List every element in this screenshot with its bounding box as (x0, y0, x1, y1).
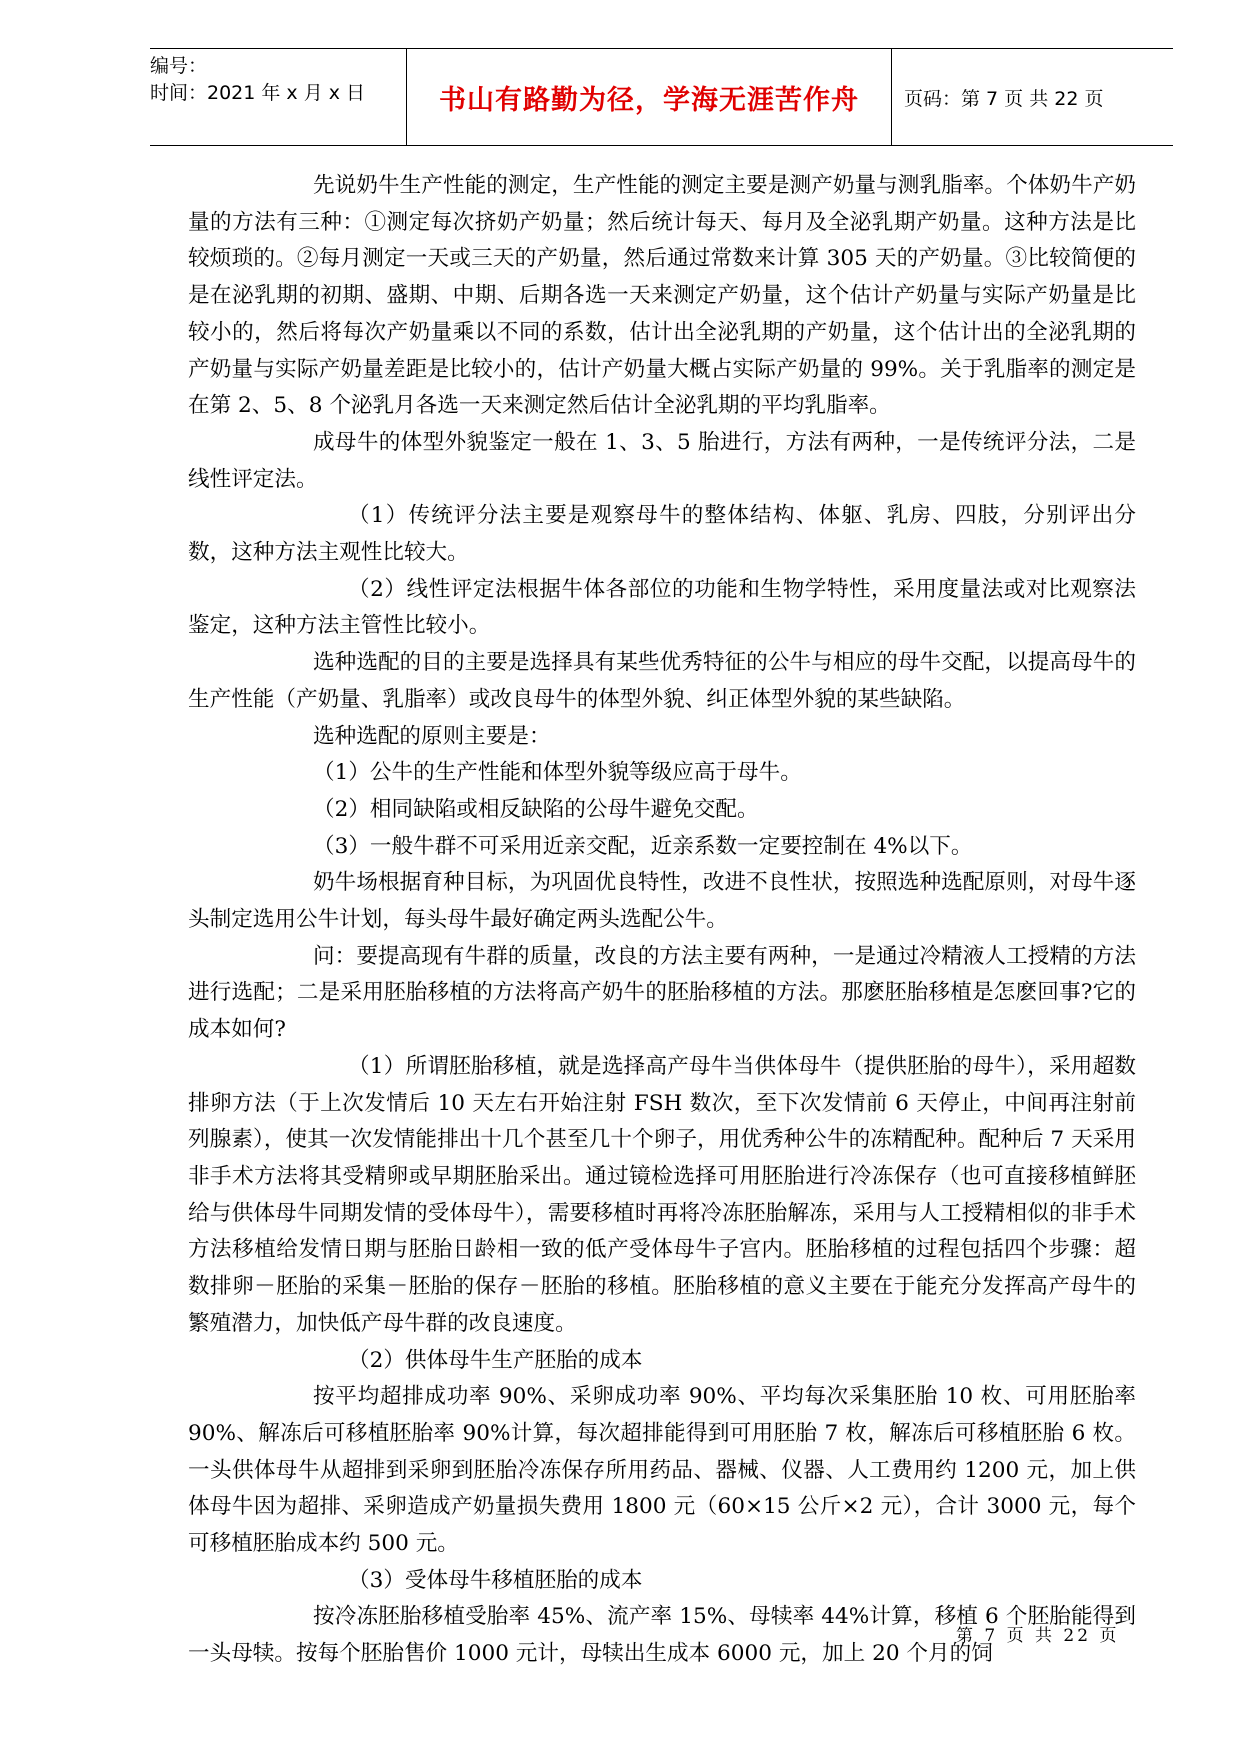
body-paragraph: （1）所谓胚胎移植，就是选择高产母牛当供体母牛（提供胚胎的母牛），采用超数排卵方法（于上次发情后 10 天左右开始注射 FSH 数次，至下次发情前 6 天停止，中间再注射前列腺素），使其一次发情能排出十几个甚至几十个卵子，用优秀种公牛的冻精配种。配种后 7 天采用非手术方法将其受精卵或早期胚胎采出。通过镜检选择可用胚胎进行冷冻保存（也可直接移植鲜胚给与供体母牛同期发情的受体母牛），需要移植时再将冷冻胚胎解冻，采用与人工授精相似的非手术方法移植给发情日期与胚胎日龄相一致的低产受体母牛子宫内。胚胎移植的过程包括四个步骤：超数排卵－胚胎的采集－胚胎的保存－胚胎的移植。胚胎移植的意义主要在于能充分发挥高产母牛的繁殖潜力，加快低产母牛群的改良速度。 (188, 1053, 1136, 1336)
body-paragraph: （2）线性评定法根据牛体各部位的功能和生物学特性，采用度量法或对比观察法鉴定，这种方法主管性比较小。 (188, 576, 1136, 639)
body-paragraph: 选种选配的目的主要是选择具有某些优秀特征的公牛与相应的母牛交配，以提高母牛的生产性能（产奶量、乳脂率）或改良母牛的体型外貌、纠正体型外貌的某些缺陷。 (188, 650, 1136, 712)
header-motto: 书山有路勤为径，学海无涯苦作舟 (406, 49, 892, 145)
body-paragraph: 先说奶牛生产性能的测定，生产性能的测定主要是测产奶量与测乳脂率。个体奶牛产奶量的方法有三种：①测定每次挤奶产奶量；然后统计每天、每月及全泌乳期产奶量。这种方法是比较烦琐的。②每月测定一天或三天的产奶量，然后通过常数来计算 305 天的产奶量。③比较简便的是在泌乳期的初期、盛期、中期、后期各选一天来测定产奶量，这个估计产奶量与实际产奶量是比较小的，然后将每次产奶量乘以不同的系数，估计出全泌乳期的产奶量，这个估计出的全泌乳期的产奶量与实际产奶量差距是比较小的，估计产奶量大概占实际产奶量的 99%。关于乳脂率的测定是在第 2、5、8 个泌乳月各选一天来测定然后估计全泌乳期的平均乳脂率。 (188, 173, 1136, 419)
body-paragraph: 按冷冻胚胎移植受胎率 45%、流产率 15%、母犊率 44%计算，移植 6 个胚胎能得到一头母犊。按每个胚胎售价 1000 元计，母犊出生成本 6000 元，加上 20 个月的饲 (188, 1604, 1136, 1667)
header-left-cell (150, 49, 406, 145)
body-paragraph: （3）受体母牛移植胚胎的成本 (348, 1567, 643, 1593)
header-page-label: 页码：第 7 页 共 22 页 (904, 87, 1104, 110)
body-paragraph: （1）公牛的生产性能和体型外貌等级应高于母牛。 (313, 760, 802, 786)
body-paragraph: （2）相同缺陷或相反缺陷的公母牛避免交配。 (313, 796, 759, 822)
page-header (150, 48, 1173, 146)
body-paragraph: （1）传统评分法主要是观察母牛的整体结构、体躯、乳房、四肢，分别评出分数，这种方法主观性比较大。 (188, 503, 1136, 566)
body-paragraph: 选种选配的原则主要是： (313, 723, 551, 749)
body-paragraph: （3）一般牛群不可采用近亲交配，近亲系数一定要控制在 4%以下。 (313, 833, 973, 859)
body-paragraph: 按平均超排成功率 90%、采卵成功率 90%、平均每次采集胚胎 10 枚、可用胚胎率 90%、解冻后可移植胚胎率 90%计算，每次超排能得到可用胚胎 7 枚，解冻后可移植胚胎 6 枚。一头供体母牛从超排到采卵到胚胎冷冻保存所用药品、器械、仪器、人工费用约 1200 元，加上供体母牛因为超排、采卵造成产奶量损失费用 1800 元（60×15 公斤×2 元），合计 3000 元，每个可移植胚胎成本约 500 元。 (188, 1384, 1136, 1557)
body-paragraph: 问：要提高现有牛群的质量，改良的方法主要有两种，一是通过冷精液人工授精的方法进行选配；二是采用胚胎移植的方法将高产奶牛的胚胎移植的方法。那麽胚胎移植是怎麽回事?它的成本如何? (188, 943, 1136, 1043)
document-body (188, 168, 1136, 1673)
serial-number-label: 编号： (150, 55, 208, 77)
footer-page-number: 第 7 页 共 22 页 (956, 1626, 1120, 1646)
body-paragraph: （2）供体母牛生产胚胎的成本 (348, 1347, 643, 1373)
body-paragraph: 奶牛场根据育种目标，为巩固优良特性，改进不良性状，按照选种选配原则，对母牛逐头制定选用公牛计划，每头母牛最好确定两头选配公牛。 (188, 870, 1136, 933)
body-paragraph: 成母牛的体型外貌鉴定一般在 1、3、5 胎进行，方法有两种，一是传统评分法，二是线性评定法。 (188, 429, 1136, 492)
date-label: 时间：2021 年 x 月 x 日 (150, 82, 366, 104)
